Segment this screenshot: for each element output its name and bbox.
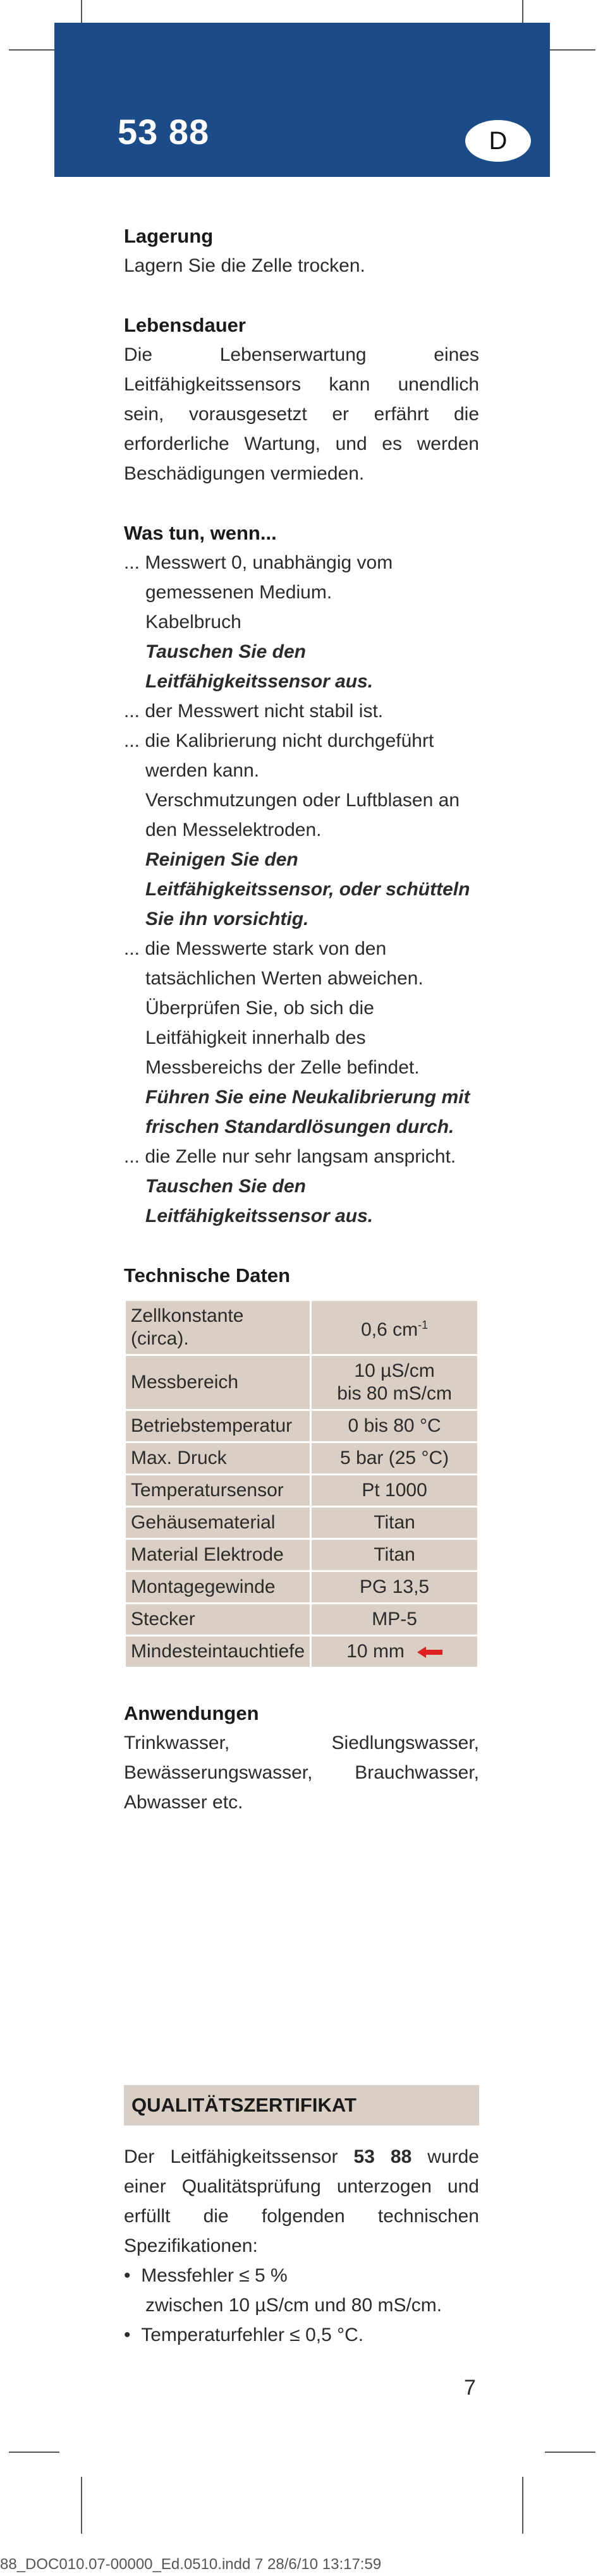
table-row: [125, 1442, 478, 1475]
page-number: 7: [464, 2376, 476, 2400]
main-content: [124, 221, 479, 1817]
product-code: 53 88: [118, 112, 210, 152]
trouble-cause: Überprüfen Sie, ob sich die Leitfähigkeit innerhalb des Messbereichs der Zelle befindet.: [145, 998, 420, 1078]
crop-mark: [545, 2452, 595, 2453]
trouble-fix: Führen Sie eine Neukalibrierung mit frischen Standardlösungen durch.: [145, 1087, 470, 1137]
spec-value: [311, 1355, 478, 1410]
spec-value: Titan: [311, 1539, 478, 1571]
table-row: [125, 1355, 478, 1410]
bullet-line1: Messfehler ≤ 5 %: [141, 2265, 288, 2286]
certificate-text: [124, 2142, 479, 2350]
red-arrow-icon: [417, 1647, 442, 1658]
certificate-intro: [124, 2142, 479, 2261]
section-title-anwendungen: Anwendungen: [124, 1702, 259, 1724]
trouble-fix: Reinigen Sie den Leitfähigkeitssensor, oder schütteln Sie ihn vorsichtig.: [145, 849, 470, 929]
header-banner: [54, 23, 550, 177]
trouble-fix: Tauschen Sie den Leitfähigkeitssensor aus.: [145, 641, 374, 692]
trouble-question: ... der Messwert nicht stabil ist.: [124, 701, 384, 722]
section-title-lagerung: Lagerung: [124, 225, 214, 247]
bullet-line1: Temperaturfehler ≤ 0,5 °C.: [141, 2325, 364, 2345]
trouble-cause: Verschmutzungen oder Luftblasen an den Messelektroden.: [145, 790, 460, 840]
lagerung-text: Lagern Sie die Zelle trocken.: [124, 255, 365, 276]
table-row: [125, 1604, 478, 1636]
trouble-question: ... die Kalibrierung nicht durchgeführt werden kann.: [124, 730, 434, 781]
spec-value-sup: -1: [418, 1319, 429, 1331]
trouble-fix: Tauschen Sie den Leitfähigkeitssensor aus.: [145, 1176, 374, 1226]
spec-label: Material Elektrode: [125, 1539, 311, 1571]
spec-value-line1: 10 µS/cm: [354, 1360, 435, 1381]
spec-table: [124, 1299, 479, 1669]
certificate-intro-a: Der Leitfähigkeitssensor: [124, 2146, 338, 2167]
table-row: [125, 1300, 478, 1355]
table-row: [125, 1475, 478, 1507]
trouble-cause: Kabelbruch: [145, 612, 241, 632]
list-item: • Temperaturfehler ≤ 0,5 °C.: [124, 2325, 364, 2345]
certificate-code: 53 88: [353, 2146, 412, 2167]
spec-value: 0 bis 80 °C: [311, 1410, 478, 1442]
section-title-lebensdauer: Lebensdauer: [124, 314, 246, 336]
spec-label: Betriebstemperatur: [125, 1410, 311, 1442]
spec-label: Gehäusematerial: [125, 1507, 311, 1539]
certificate-title-bar: QUALITÄTSZERTIFIKAT: [124, 2085, 479, 2126]
section-title-troubleshooting: Was tun, wenn...: [124, 522, 277, 544]
spec-value: Titan: [311, 1507, 478, 1539]
crop-mark: [81, 2477, 82, 2534]
crop-mark: [9, 49, 59, 51]
crop-mark: [9, 2452, 59, 2453]
spec-label: Montagegewinde: [125, 1571, 311, 1604]
lebensdauer-text: Die Lebenserwartung eines Leitfähigkeitssensors kann unendlich sein, vorausgesetzt er erfährt die erforderliche Wartung, und es werden Beschädigungen vermieden.: [124, 344, 479, 484]
crop-mark: [522, 0, 523, 25]
spec-value: Pt 1000: [311, 1475, 478, 1507]
spec-label: Max. Druck: [125, 1442, 311, 1475]
spec-value: 5 bar (25 °C): [311, 1442, 478, 1475]
trouble-question: ... die Messwerte stark von den tatsächlichen Werten abweichen.: [124, 938, 423, 989]
table-row: [125, 1410, 478, 1442]
spec-label: Temperatursensor: [125, 1475, 311, 1507]
crop-mark: [522, 2477, 523, 2534]
trouble-question: ... die Zelle nur sehr langsam anspricht.: [124, 1146, 456, 1167]
spec-label: Messbereich: [125, 1355, 311, 1410]
table-row: [125, 1571, 478, 1604]
list-item: • Messfehler ≤ 5 %: [124, 2265, 288, 2286]
spec-value: PG 13,5: [311, 1571, 478, 1604]
crop-mark: [81, 0, 82, 25]
spec-value: [311, 1636, 478, 1668]
spec-label: Stecker: [125, 1604, 311, 1636]
bullet-line2: zwischen 10 µS/cm und 80 mS/cm.: [145, 2295, 442, 2316]
certificate-intro-b: wurde einer Qualitätsprüfung unterzogen und erfüllt die folgenden technischen Spezifikationen:: [124, 2146, 479, 2256]
spec-value-line2: bis 80 mS/cm: [337, 1383, 452, 1404]
language-badge: D: [465, 120, 531, 162]
spec-value-text: 10 mm: [346, 1641, 405, 1662]
crop-mark: [545, 49, 595, 51]
trouble-question: ... Messwert 0, unabhängig vom gemessenen Medium.: [124, 552, 393, 603]
spec-value: MP-5: [311, 1604, 478, 1636]
spec-label: Mindesteintauchtiefe: [125, 1636, 311, 1668]
anwendungen-text: Trinkwasser, Siedlungswasser, Bewässerungswasser, Brauchwasser, Abwasser etc.: [124, 1732, 479, 1813]
spec-value-text: 0,6 cm: [361, 1319, 418, 1340]
table-row: [125, 1636, 478, 1668]
table-row: [125, 1539, 478, 1571]
spec-label: Zellkonstante (circa).: [125, 1300, 311, 1355]
table-row: [125, 1507, 478, 1539]
section-title-technische-daten: Technische Daten: [124, 1264, 291, 1286]
print-slug: 88_DOC010.07-00000_Ed.0510.indd 7 28/6/10 13:17:59: [0, 2556, 382, 2573]
spec-value: [311, 1300, 478, 1355]
